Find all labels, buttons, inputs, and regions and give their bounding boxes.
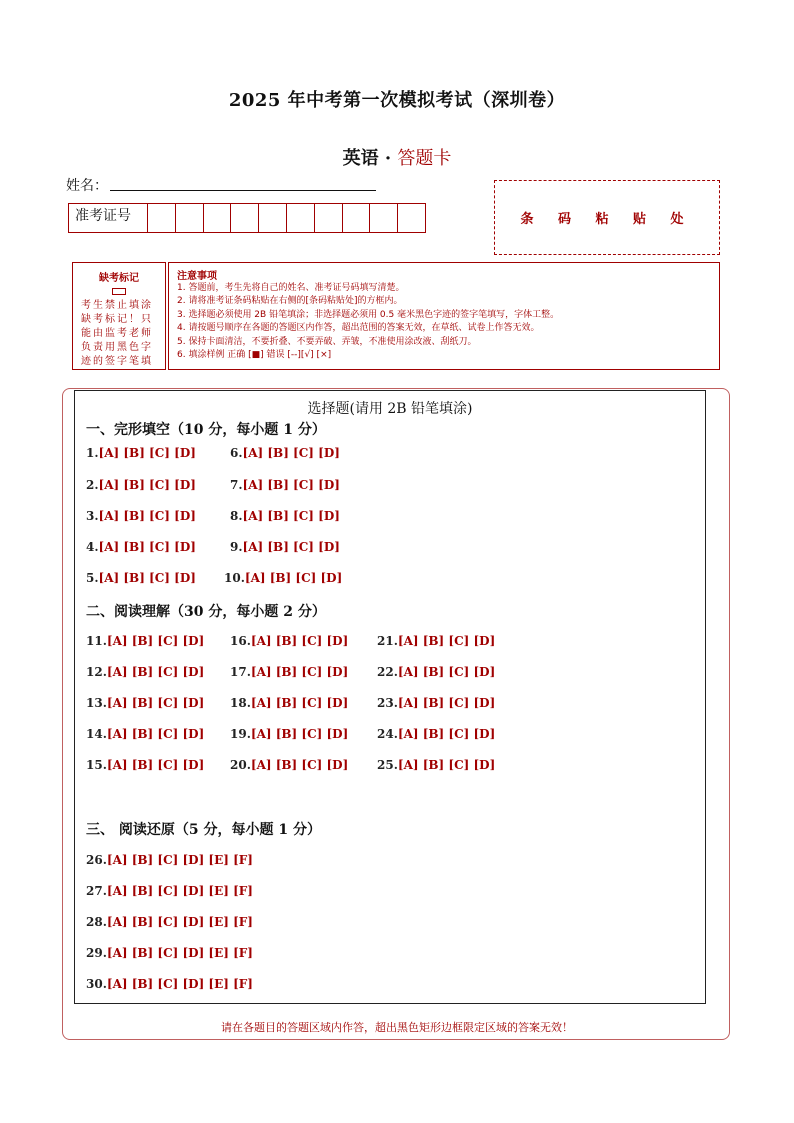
question-number: 27.: [86, 884, 107, 898]
card-title: [0, 144, 794, 170]
question-number: 4.: [86, 540, 99, 554]
answer-options[interactable]: [A] [B] [C] [D]: [250, 696, 349, 710]
question-number: 18.: [230, 696, 251, 710]
question-number: 26.: [86, 853, 107, 867]
notes-line: 5. 保持卡面清洁，不要折叠、不要弄破、弄皱，不准使用涂改液、刮纸刀。: [177, 336, 477, 347]
footer-warning: 请在各题目的答题区域内作答，超出黑色矩形边框限定区域的答案无效！: [221, 1021, 573, 1034]
question-number: 23.: [377, 696, 398, 710]
question-number: 11.: [86, 634, 107, 648]
answer-options[interactable]: [A] [B] [C] [D]: [397, 634, 496, 648]
question-number: 30.: [86, 977, 107, 991]
question-number: 25.: [377, 758, 398, 772]
exam-id-cell[interactable]: [176, 204, 204, 232]
answer-options[interactable]: [A] [B] [C] [D]: [250, 727, 349, 741]
question-number: 6.: [230, 446, 243, 460]
question-number: 8.: [230, 509, 243, 523]
question-number: 22.: [377, 665, 398, 679]
answer-options[interactable]: [A] [B] [C] [D]: [397, 727, 496, 741]
question-number: 9.: [230, 540, 243, 554]
absent-mark-text: 考生禁止填涂缺考标记！只能由监考老师负责用黑色字迹的签字笔填: [81, 300, 153, 367]
exam-id-cell[interactable]: [287, 204, 315, 232]
question-row[interactable]: [86, 977, 253, 991]
question-row[interactable]: [86, 571, 196, 585]
section-title: 一、完形填空（10 分，每小题 1 分）: [86, 422, 326, 438]
answer-options[interactable]: [A] [B] [C] [D]: [98, 540, 196, 554]
answer-options[interactable]: [A] [B] [C] [D]: [397, 696, 496, 710]
exam-title: 2025 年中考第一次模拟考试（深圳卷）: [228, 90, 566, 111]
answer-options[interactable]: [A] [B] [C] [D] [E] [F]: [106, 884, 253, 898]
notes-line: 2. 请将准考证条码粘贴在右侧的[条码粘贴处]的方框内。: [177, 296, 403, 307]
question-number: 29.: [86, 946, 107, 960]
answer-options[interactable]: [A] [B] [C] [D]: [98, 446, 196, 460]
notes-line: 6. 填涂样例 正确 [■] 错误 [--][√] [×]: [177, 350, 332, 361]
barcode-area: 条 码 粘 贴 处: [494, 180, 720, 255]
question-row[interactable]: [230, 665, 348, 679]
absent-mark-box: [72, 262, 166, 370]
exam-id-cell[interactable]: [148, 204, 176, 232]
question-row[interactable]: [86, 727, 204, 741]
question-number: 1.: [86, 446, 99, 460]
question-row[interactable]: [230, 634, 348, 648]
answer-options[interactable]: [A] [B] [C] [D]: [98, 509, 196, 523]
question-row[interactable]: [86, 509, 196, 523]
question-row[interactable]: [86, 634, 204, 648]
question-row[interactable]: [86, 540, 196, 554]
exam-id-cell[interactable]: [343, 204, 371, 232]
question-row[interactable]: [377, 665, 495, 679]
answer-options[interactable]: [A] [B] [C] [D]: [250, 758, 349, 772]
question-row[interactable]: [86, 478, 196, 492]
question-row[interactable]: [230, 758, 348, 772]
exam-id-cell[interactable]: [204, 204, 232, 232]
answer-options[interactable]: [A] [B] [C] [D]: [250, 665, 349, 679]
question-row[interactable]: [86, 696, 204, 710]
answer-options[interactable]: [A] [B] [C] [D] [E] [F]: [106, 946, 253, 960]
name-label: 姓名：: [66, 178, 108, 194]
question-number: 2.: [86, 478, 99, 492]
question-row[interactable]: [224, 571, 342, 585]
question-number: 3.: [86, 509, 99, 523]
answer-options[interactable]: [A] [B] [C] [D] [E] [F]: [106, 853, 253, 867]
exam-id-cell[interactable]: [398, 204, 425, 232]
answer-options[interactable]: [A] [B] [C] [D]: [98, 571, 196, 585]
question-number: 24.: [377, 727, 398, 741]
question-number: 16.: [230, 634, 251, 648]
answer-options[interactable]: [A] [B] [C] [D] [E] [F]: [106, 915, 253, 929]
exam-id-cell[interactable]: [315, 204, 343, 232]
subject-label: 英语: [342, 148, 379, 169]
answer-options[interactable]: [A] [B] [C] [D]: [106, 634, 205, 648]
notes-box: [168, 262, 720, 370]
answer-options[interactable]: [A] [B] [C] [D]: [106, 758, 205, 772]
question-row[interactable]: [230, 478, 340, 492]
question-row[interactable]: [86, 446, 196, 460]
question-row[interactable]: [377, 634, 495, 648]
name-field[interactable]: [110, 190, 376, 191]
question-number: 13.: [86, 696, 107, 710]
answer-options[interactable]: [A] [B] [C] [D]: [397, 758, 496, 772]
choice-section-header: 选择题(请用 2B 铅笔填涂): [307, 401, 473, 417]
question-number: 20.: [230, 758, 251, 772]
question-number: 10.: [224, 571, 245, 585]
section-title: 二、阅读理解（30 分，每小题 2 分）: [86, 604, 326, 620]
answer-options[interactable]: [A] [B] [C] [D]: [98, 478, 196, 492]
notes-line: 1. 答题前，考生先将自己的姓名、准考证号码填写清楚。: [177, 283, 405, 293]
question-number: 12.: [86, 665, 107, 679]
question-row[interactable]: [230, 446, 340, 460]
question-row[interactable]: [86, 853, 253, 867]
answer-options[interactable]: [A] [B] [C] [D]: [106, 696, 205, 710]
answer-options[interactable]: [A] [B] [C] [D] [E] [F]: [106, 977, 253, 991]
answer-card-label: 答题卡: [397, 148, 452, 169]
notes-line: 4. 请按题号顺序在各题的答题区内作答，超出范围的答案无效，在草纸、试卷上作答无效。: [177, 323, 540, 334]
question-number: 15.: [86, 758, 107, 772]
section-title: 三、 阅读还原（5 分，每小题 1 分）: [86, 822, 321, 838]
question-row[interactable]: [86, 884, 253, 898]
question-row[interactable]: [86, 946, 253, 960]
answer-options[interactable]: [A] [B] [C] [D]: [397, 665, 496, 679]
question-row[interactable]: [230, 540, 340, 554]
question-row[interactable]: [86, 665, 204, 679]
question-row[interactable]: [230, 727, 348, 741]
exam-id-grid: [68, 203, 426, 233]
answer-options[interactable]: [A] [B] [C] [D]: [244, 571, 343, 585]
notes-title: 注意事项: [177, 271, 217, 282]
question-number: 14.: [86, 727, 107, 741]
question-row[interactable]: [230, 696, 348, 710]
question-row[interactable]: [377, 758, 495, 772]
question-row[interactable]: [86, 758, 204, 772]
exam-id-cell[interactable]: [259, 204, 287, 232]
answer-options[interactable]: [A] [B] [C] [D]: [106, 665, 205, 679]
answer-options[interactable]: [A] [B] [C] [D]: [242, 540, 340, 554]
exam-id-cell[interactable]: [370, 204, 398, 232]
answer-options[interactable]: [A] [B] [C] [D]: [242, 478, 340, 492]
exam-id-cell[interactable]: [231, 204, 259, 232]
notes-line: 3. 选择题必须使用 2B 铅笔填涂；非选择题必须用 0.5 毫米黑色字迹的签字笔填写，字体工整。: [177, 309, 560, 320]
question-row[interactable]: [86, 915, 253, 929]
question-row[interactable]: [377, 696, 495, 710]
question-number: 28.: [86, 915, 107, 929]
answer-options[interactable]: [A] [B] [C] [D]: [250, 634, 349, 648]
answer-options[interactable]: [A] [B] [C] [D]: [242, 446, 340, 460]
absent-mark-title: 缺考标记: [99, 273, 139, 284]
question-number: 19.: [230, 727, 251, 741]
question-row[interactable]: [230, 509, 340, 523]
question-number: 7.: [230, 478, 243, 492]
question-number: 5.: [86, 571, 99, 585]
question-number: 17.: [230, 665, 251, 679]
answer-options[interactable]: [A] [B] [C] [D]: [106, 727, 205, 741]
question-row[interactable]: [377, 727, 495, 741]
absent-mark-bubble[interactable]: [112, 288, 126, 295]
exam-id-label: 准考证号: [69, 204, 148, 232]
question-number: 21.: [377, 634, 398, 648]
title-dot: ·: [384, 148, 392, 169]
answer-options[interactable]: [A] [B] [C] [D]: [242, 509, 340, 523]
